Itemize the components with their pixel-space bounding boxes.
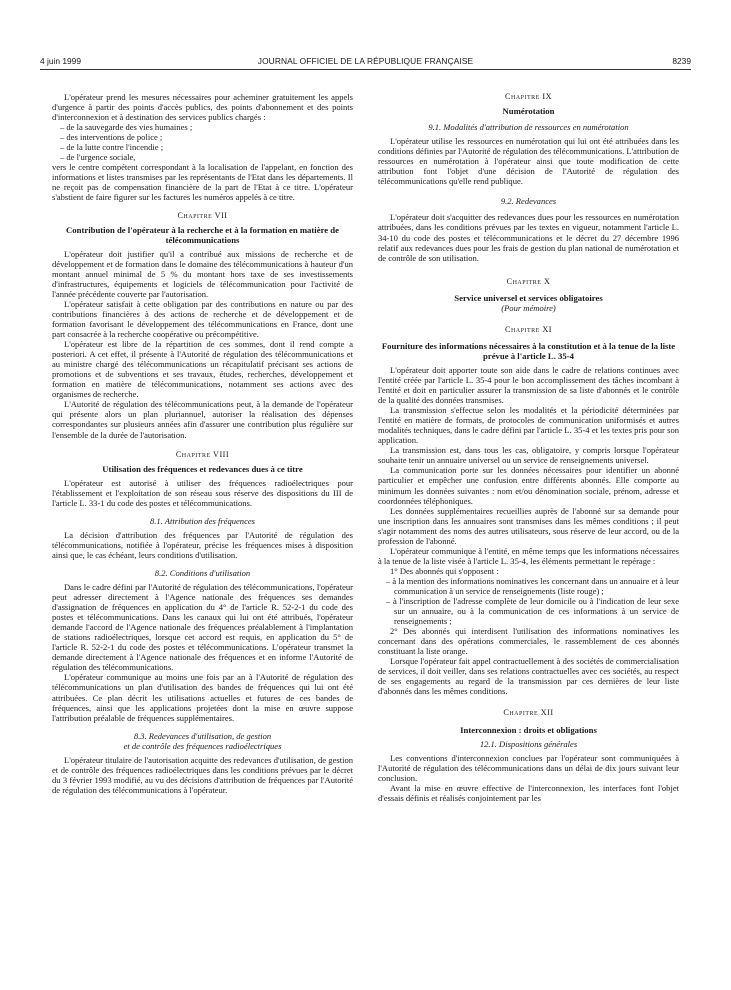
chapter-7-paragraph: L'opérateur doit justifier qu'il a contribué aux missions de recherche et de développement et de formation dans le domaine des télécommunications à hauteur d'un montant annuel minimal de 5 % du montant hors taxe de ses investissements d'infrastructures, équipements et logiciels de télécommunication pour l'activité de l'année précédente couverte par l'autorisation. — [52, 248, 353, 299]
numbered-item-1: 1° Des abonnés qui s'opposent : — [390, 565, 499, 576]
header-rule — [40, 69, 691, 70]
list-item: – à la mention des informations nominatives les concernant dans un annuaire et à leur communication à un service de renseignements (liste rouge) ; — [386, 575, 679, 596]
list-item: – de l'urgence sociale, — [60, 152, 136, 163]
chapter-10-label: Chapitre X — [506, 276, 551, 286]
chapter-11-label: Chapitre XI — [505, 324, 552, 334]
chapter-7-title: Contribution de l'opérateur à la recherche et à la formation en matière de télécommunications — [66, 224, 339, 245]
intro-paragraph: L'opérateur prend les mesures nécessaires pour acheminer gratuitement les appels d'urgence à partir des points d'accès publics, des points d'abonnement et des points d'interconnexion et à destination des services publics chargés : — [52, 92, 353, 123]
section-9-2-title: 9.2. Redevances — [500, 196, 557, 207]
chapter-7-paragraph: L'opérateur est libre de la répartition de ces sommes, dont il rend compte a posteriori. A cet effet, il présente à l'Autorité de régulation des télécommunications et au ministre chargé des télécommunications un récapitulatif précisant ses actions de promotions et de subventions et ses travaux, études, recherches, développement et formation en matière de télécommunications, notamment ses actions avec des organismes de recherche. — [52, 339, 353, 400]
section-9-1-paragraph: L'opérateur utilise les ressources en numérotation qui lui ont été attribuées dans les conditions définies par l'Autorité de régulation des télécommunications. L'attribution de ressources en numérotation à l'opérateur ainsi que toute modification de cette attribution font l'objet d'une décision de l'Autorité de régulation des télécommunications qu'elle rend publique. — [378, 136, 679, 187]
chapter-8-paragraph: L'opérateur est autorisé à utiliser des fréquences radioélectriques pour l'établissement et l'exploitation de son réseau sous réserve des dispositions du III de l'article L. 33-1 du code des postes et télécommunications. — [52, 477, 353, 508]
chapter-9-label: Chapitre IX — [505, 92, 552, 101]
chapter-12-paragraph: Avant la mise en œuvre effective de l'interconnexion, les interfaces font l'objet d'essais définis et réalisés conjointement par les — [378, 782, 679, 803]
left-column — [52, 92, 353, 795]
opposition-list — [378, 576, 679, 626]
chapter-7-label: Chapitre VII — [177, 210, 228, 220]
chapter-11-paragraph: L'opérateur doit apporter toute son aide dans le cadre de relations continues avec l'entité créée par l'article L. 35-4 pour le bon accomplissement des tâches incombant à l'entité et doit en particulier assurer la transmission de sa liste d'abonnés et le contrôle de la qualité des données transmises. — [378, 364, 679, 406]
journal-title: JOURNAL OFFICIEL DE LA RÉPUBLIQUE FRANÇAISE — [257, 56, 474, 66]
numbered-item-2: 2° Des abonnés qui interdisent l'utilisation des informations nominatives les concernant dans des opérations commerciales, le rassemblement de ces abonnés constituant la liste orange. — [378, 626, 679, 657]
chapter-8-label: Chapitre VIII — [175, 449, 230, 459]
section-8-3-title: 8.3. Redevances d'utilisation, de gestion — [133, 730, 272, 741]
section-8-2-title: 8.2. Conditions d'utilisation — [154, 567, 251, 578]
chapter-9-title: Numérotation — [502, 106, 555, 117]
section-12-1-title: 12.1. Dispositions générales — [479, 738, 578, 749]
chapter-7-paragraph: L'Autorité de régulation des télécommunications peut, à la demande de l'opérateur qui présente alors un plan pluriannuel, autoriser la réalisation des dépenses correspondantes sur plusieurs années afin d'assurer une contribution plus régulière sur l'ensemble de la durée de l'autorisation. — [52, 399, 353, 440]
chapter-7-paragraph: L'opérateur satisfait à cette obligation par des contributions en nature ou par des contributions financières à des actions de recherche et de développement et de formation favorisant le développement des télécommunications en France, dont une part consacrée à la recherche coopérative ou précompétitive. — [52, 298, 353, 340]
chapter-11-title: Fourniture des informations nécessaires à la constitution et à la tenue de la liste prévue à l'article L. 35-4 — [381, 340, 676, 361]
chapter-11-paragraph: La transmission est, dans tous les cas, obligatoire, y compris lorsque l'opérateur souhaite tenir un annuaire universel ou un service de renseignements universel. — [378, 445, 679, 466]
chapter-12-paragraph: Les conventions d'interconnexion conclues par l'opérateur sont communiquées à l'Autorité de régulation des télécommunications dans un délai de dix jours suivant leur conclusion. — [378, 752, 679, 783]
chapter-12-title: Interconnexion : droits et obligations — [460, 724, 597, 735]
section-8-2-paragraph: L'opérateur communique au moins une fois par an à l'Autorité de régulation des télécommunications un plan d'utilisation des bandes de fréquences qui lui ont été attribuées. Ce plan décrit les utilisations actuelles et futures de ces bandes de fréquences, ainsi que les applications projetées dont la mise en œuvre suppose l'attribution préalable de fréquences supplémentaires. — [52, 672, 353, 723]
header-date: 4 juin 1999 — [40, 56, 81, 66]
section-8-2-paragraph: Dans le cadre défini par l'Autorité de régulation des télécommunications, l'opérateur peut adresser directement à l'Agence nationale des fréquences ses demandes d'assignation de fréquences en application du 4° de l'article R. 52-2-1 du code des postes et télécommunications. Dans les canaux qui lui ont été attribués, l'opérateur demande l'accord de l'Agence nationale des fréquences préalablement à l'implantation de stations radioélectriques, lorsque cet accord est requis, en application du 5° de l'article R. 52-2-1 du code des postes et télécommunications. L'opérateur transmet la demande directement à l'Agence nationale des fréquences et en informe l'Autorité de régulation des télécommunications. — [52, 582, 353, 673]
chapter-11-paragraph: Lorsque l'opérateur fait appel contractuellement à des sociétés de commercialisation de services, il doit veiller, dans ses relations contractuelles avec ces sociétés, au respect de ses engagements au regard de la transmission par ces dernières de leur liste d'abonnés dans les mêmes conditions. — [378, 656, 679, 697]
intro-end-paragraph: vers le centre compétent correspondant à la localisation de l'appelant, en fonction des informations et listes transmises par les représentants de l'Etat dans les départements. Il ne reçoit pas de compensation financière de la part de l'Etat à ce titre. L'opérateur s'abstient de faire figurer sur les factures les numéros appelés à ce titre. — [52, 162, 353, 203]
section-9-1-title: 9.1. Modalités d'attribution de ressources en numérotation — [428, 122, 629, 133]
page-number: 8239 — [672, 56, 691, 66]
list-item: – des interventions de police ; — [60, 132, 163, 143]
page-header — [40, 56, 691, 68]
chapter-11-paragraph: La communication porte sur les données nécessaires pour identifier un abonné particulier et empêcher une confusion entre différents abonnés. Elle comporte au minimum les données suivantes : nom et/ou dénomination sociale, prénom, adresse et coordonnées téléphoniques. — [378, 465, 679, 506]
section-9-2-paragraph: L'opérateur doit s'acquitter des redevances dues pour les ressources en numérotation attribuées, dans les conditions prévues par les textes en vigueur, notamment l'article L. 34-10 du code des postes et télécommunications et le décret du 27 décembre 1996 relatif aux redevances dues pour les frais de gestion du plan national de numérotation et de contrôle de son utilisation. — [378, 212, 679, 263]
list-item: – de la sauvegarde des vies humaines ; — [60, 122, 193, 133]
section-8-3-title-line2: et de contrôle des fréquences radioélectriques — [123, 740, 282, 751]
chapter-12-label: Chapitre XII — [503, 708, 554, 718]
section-8-1-title: 8.1. Attribution des fréquences — [149, 515, 255, 526]
emergency-services-list — [52, 122, 353, 162]
section-8-3-paragraph: L'opérateur titulaire de l'autorisation acquitte des redevances d'utilisation, de gestion et de contrôle des fréquences radioélectriques dans les conditions prévues par le décret du 3 février 1993 modifié, au vu des décisions d'attribution de fréquences par l'Autorité de régulation des télécommunications à l'opérateur. — [52, 754, 353, 795]
list-item: – à l'inscription de l'adresse complète de leur domicile ou à l'indication de leur sexe sur un annuaire, ou à la communication de ces informations à un service de renseignements ; — [386, 596, 679, 627]
list-item: – de la lutte contre l'incendie ; — [60, 142, 164, 153]
chapter-11-paragraph: Les données supplémentaires recueillies auprès de l'abonné sur sa demande pour une inscription dans les annuaires sont transmises dans les mêmes conditions ; il peut s'agir notamment des noms des autres utilisateurs, sous réserve de leur accord, ou de la profession de l'abonné. — [378, 505, 679, 546]
chapter-11-paragraph: La transmission s'effectue selon les modalités et la périodicité déterminées par l'entité en matière de formats, de protocoles de communication uniformisés et autres modalités techniques, dans le cadre défini par l'article L. 35-4 et les textes pris pour son application. — [378, 405, 679, 446]
right-column — [378, 92, 679, 803]
chapter-10-title: Service universel et services obligatoires — [454, 292, 603, 303]
chapter-11-paragraph: L'opérateur communique à l'entité, en même temps que les informations nécessaires à la tenue de la liste visée à l'article L. 35-4, les éléments permettant le repérage : — [378, 545, 679, 566]
chapter-10-note: (Pour mémoire) — [501, 302, 556, 313]
chapter-8-title: Utilisation des fréquences et redevances dues à ce titre — [102, 463, 303, 474]
section-8-1-paragraph: La décision d'attribution des fréquences par l'Autorité de régulation des télécommunications, notifiée à l'opérateur, précise les fréquences mises à disposition ainsi que, le cas échéant, leurs conditions d'utilisation. — [52, 529, 353, 560]
